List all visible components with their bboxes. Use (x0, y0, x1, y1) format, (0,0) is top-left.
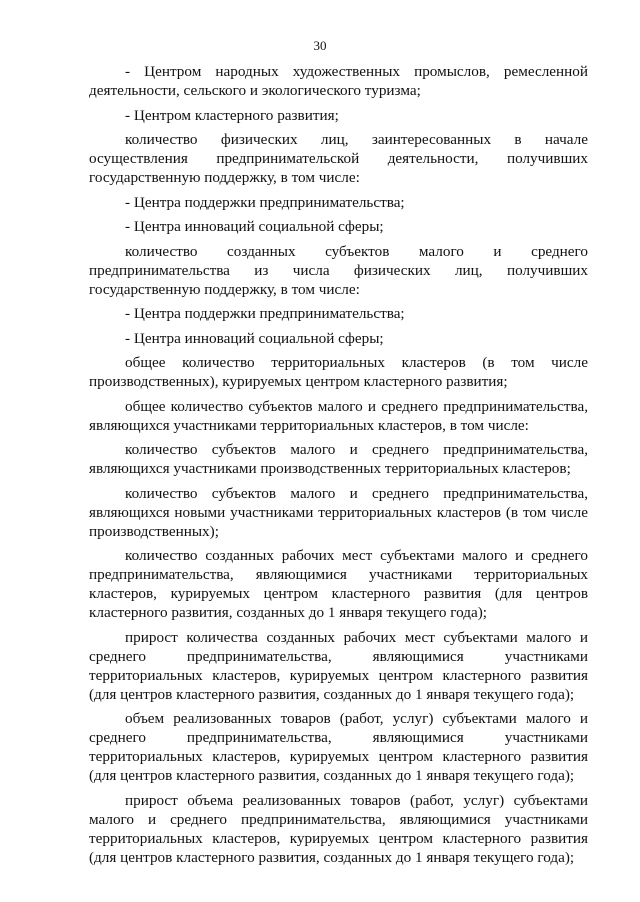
indicator-sales-volume: объем реализованных товаров (работ, услуг) субъектами малого и среднего предпринимательства, являющимися участниками территориальных кластеров, курируемых центром кластерного развития (для центров кластерного развития, созданных до 1 января текущего года); (89, 710, 588, 784)
indicator-total-clusters: общее количество территориальных кластеров (в том числе производственных), курируемых центром кластерного развития; (89, 354, 588, 390)
indicator-production-cluster-members: количество субъектов малого и среднего предпринимательства, являющихся участниками производственных территориальных кластеров; (89, 441, 588, 477)
indicator-jobs-created: количество созданных рабочих мест субъектами малого и среднего предпринимательства, являющимися участниками территориальных кластеров, курируемых центром кластерного развития (для центров кластерного развития, созданных до 1 января текущего года); (89, 547, 588, 621)
list-item-social-innovation-center: - Центра инноваций социальной сферы; (125, 218, 384, 235)
indicator-total-cluster-members: общее количество субъектов малого и среднего предпринимательства, являющихся участниками территориальных кластеров, в том числе: (89, 397, 588, 434)
document-body (89, 62, 588, 872)
list-item-folk-crafts-center: - Центром народных художественных промыслов, ремесленной деятельности, сельского и экологического туризма; (89, 63, 588, 99)
page-number: 30 (313, 38, 327, 53)
list-item-business-support-center: - Центра поддержки предпринимательства; (125, 305, 405, 322)
indicator-new-cluster-members: количество субъектов малого и среднего предпринимательства, являющихся новыми участниками территориальных кластеров (в том числе производственных); (89, 484, 588, 540)
list-item-social-innovation-center: - Центра инноваций социальной сферы; (125, 329, 384, 347)
list-item-cluster-center: - Центром кластерного развития; (125, 106, 339, 124)
indicator-jobs-growth: прирост количества созданных рабочих мест субъектами малого и среднего предпринимательства, являющимися участниками территориальных кластеров, курируемых центром кластерного развития (для центров кластерного развития, созданных до 1 января текущего года); (89, 628, 588, 703)
indicator-individuals-supported: количество физических лиц, заинтересованных в начале осуществления предпринимательской деятельности, получивших государственную поддержку, в том числе: (89, 131, 588, 186)
indicator-sme-created: количество созданных субъектов малого и среднего предпринимательства из числа физических лиц, получивших государственную поддержку, в том числе: (89, 242, 588, 298)
indicator-sales-growth: прирост объема реализованных товаров (работ, услуг) субъектами малого и среднего предпринимательства, являющимися участниками территориальных кластеров, курируемых центром кластерного развития (для центров кластерного развития, созданных до 1 января текущего года); (89, 791, 588, 866)
list-item-business-support-center: - Центра поддержки предпринимательства; (125, 193, 405, 211)
